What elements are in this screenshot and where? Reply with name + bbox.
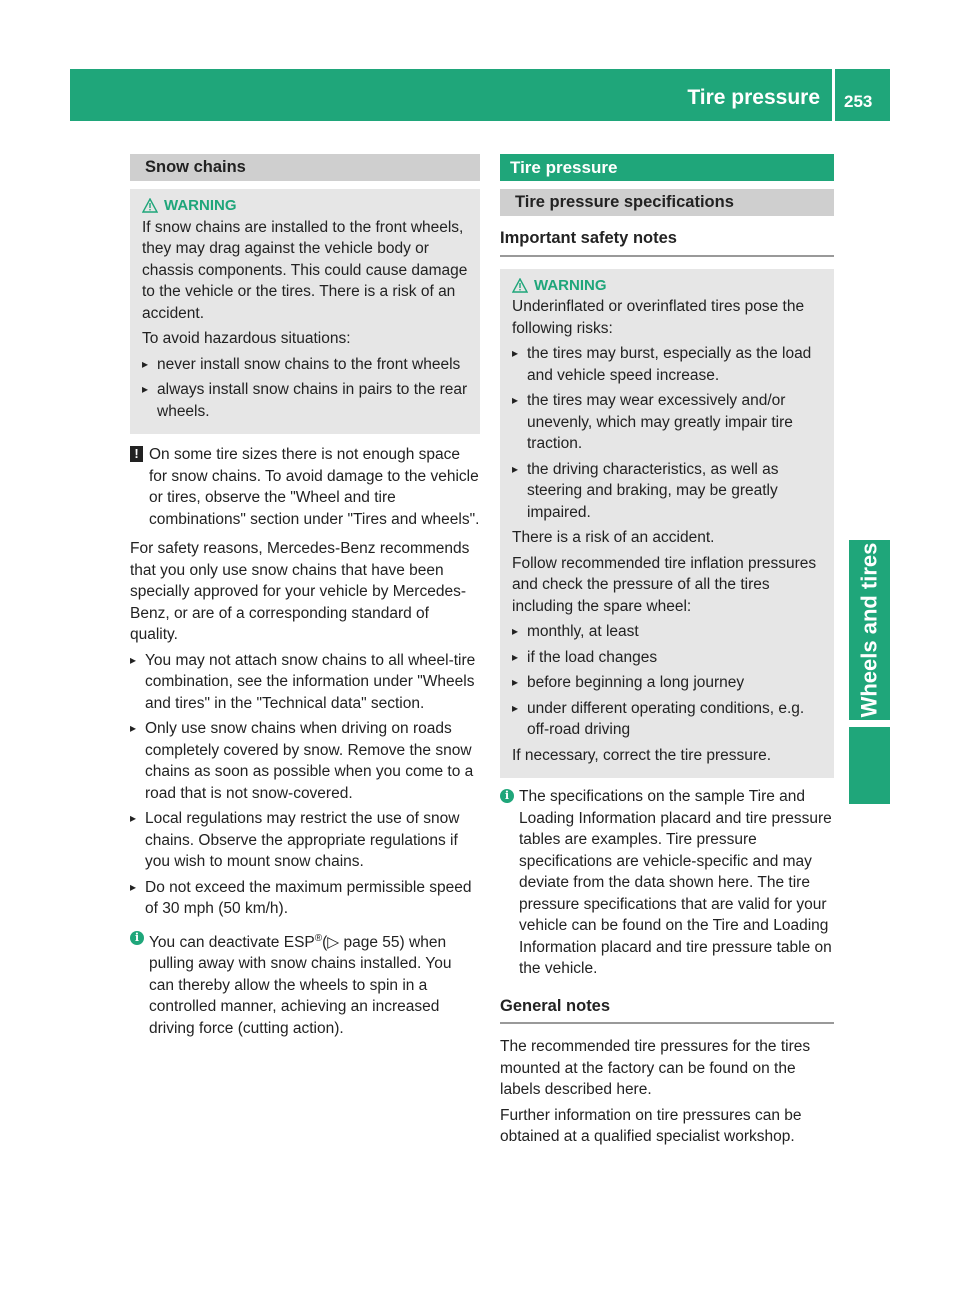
list-item: ▸ Only use snow chains when driving on roads completely covered by snow. Remove the snow chains as soon as possible when you come to a road that is not snow-covered.: [130, 718, 480, 804]
info-note: [130, 928, 480, 1040]
left-column: [130, 154, 480, 1039]
warning-title: [142, 195, 472, 217]
subheading-specifications: Tire pressure specifications: [500, 189, 834, 216]
section-heading-snow-chains: Snow chains: [130, 154, 480, 181]
info-text: The specifications on the sample Tire and Loading Information placard and tire pressure tables are examples. Tire pressure specifications are vehicle-specific and may deviate from the data shown here. The tire pressure specifications that are valid for your vehicle can be found on the Tire and Loading Information placard and tire pressure table on the vehicle.: [519, 788, 832, 977]
paragraph: The recommended tire pressures for the tires mounted at the factory can be found on the labels described here.: [500, 1038, 811, 1098]
warning-box: [500, 269, 834, 779]
risk-text: There is a risk of an accident.: [512, 529, 715, 546]
list-item: ▸ the tires may burst, especially as the load and vehicle speed increase.: [512, 343, 826, 386]
right-column: [500, 154, 834, 1152]
section-heading-tire-pressure: Tire pressure: [500, 154, 834, 181]
list-item: ▸ Local regulations may restrict the use of snow chains. Observe the appropriate regulations if you wish to mount snow chains.: [130, 808, 480, 873]
page-reference-link[interactable]: (▷ page 55): [322, 933, 405, 951]
correct-text: If necessary, correct the tire pressure.: [512, 746, 772, 764]
paragraph: For safety reasons, Mercedes-Benz recommends that you only use snow chains that have been specially approved for your vehicle by Mercedes-Benz, or are of a corresponding standard of quality.: [130, 540, 470, 643]
warning-title: [512, 275, 826, 297]
chapter-label: Wheels and tires: [856, 542, 882, 718]
warning-list: [142, 354, 472, 423]
info-icon: i: [500, 789, 514, 803]
list-item: ▸ monthly, at least: [512, 621, 826, 643]
risk-list: [512, 343, 826, 523]
list-item: ▸ You may not attach snow chains to all wheel-tire combination, see the information under "Wheels and tires" in the "Technical data" section.: [130, 650, 480, 715]
warning-triangle-icon: [512, 278, 528, 293]
follow-text: Follow recommended tire inflation pressures and check the pressure of all the tires including the spare wheel:: [512, 554, 817, 615]
info-icon: i: [130, 931, 144, 945]
list-item: ▸ if the load changes: [512, 647, 826, 669]
caution-note: [130, 444, 480, 530]
chapter-marker: [849, 727, 890, 804]
page-number: 253: [844, 92, 873, 111]
info-text-after: when pulling away with snow chains installed. You can thereby allow the wheels to spin in a controlled manner, achieving an increased driving force (cutting action).: [149, 933, 452, 1037]
paragraph: Further information on tire pressures can be obtained at a qualified specialist workshop.: [500, 1106, 802, 1145]
list-item: ▸ the driving characteristics, as well as steering and braking, may be greatly impaired.: [512, 459, 826, 524]
check-list: [512, 621, 826, 741]
list-item: ▸ the tires may wear excessively and/or unevenly, which may greatly impair tire traction.: [512, 390, 826, 455]
heading-general-notes: General notes: [500, 996, 834, 1025]
warning-box: [130, 189, 480, 434]
heading-safety-notes: Important safety notes: [500, 228, 834, 257]
warning-text: Underinflated or overinflated tires pose the following risks:: [512, 298, 805, 337]
list-item: ▸ never install snow chains to the front wheels: [142, 354, 472, 376]
info-note: [500, 786, 834, 980]
snow-chain-list: [130, 650, 480, 920]
caution-text: On some tire sizes there is not enough space for snow chains. To avoid damage to the vehicle or tires, observe the "Wheel and tire combinations" section under "Tires and wheels".: [149, 446, 480, 528]
warning-intro: To avoid hazardous situations:: [142, 330, 351, 347]
chapter-tab-label: [849, 540, 890, 720]
info-text-before: You can deactivate ESP: [149, 933, 315, 951]
warning-text: If snow chains are installed to the front wheels, they may drag against the vehicle body or chassis components. This could cause damage to the vehicle or the tires. There is a risk of an accident.: [142, 218, 468, 322]
list-item: ▸ Do not exceed the maximum permissible speed of 30 mph (50 km/h).: [130, 877, 480, 920]
warning-triangle-icon: [142, 198, 158, 213]
page-title: Tire pressure: [687, 86, 820, 109]
list-item: ▸ always install snow chains in pairs to the rear wheels.: [142, 379, 472, 422]
warning-label: WARNING: [534, 276, 607, 294]
list-item: ▸ before beginning a long journey: [512, 672, 826, 694]
registered-mark: ®: [314, 932, 323, 944]
warning-label: WARNING: [164, 197, 237, 214]
list-item: ▸ under different operating conditions, e.g. off-road driving: [512, 698, 826, 741]
caution-icon: !: [130, 446, 143, 462]
header-divider: [832, 69, 835, 121]
